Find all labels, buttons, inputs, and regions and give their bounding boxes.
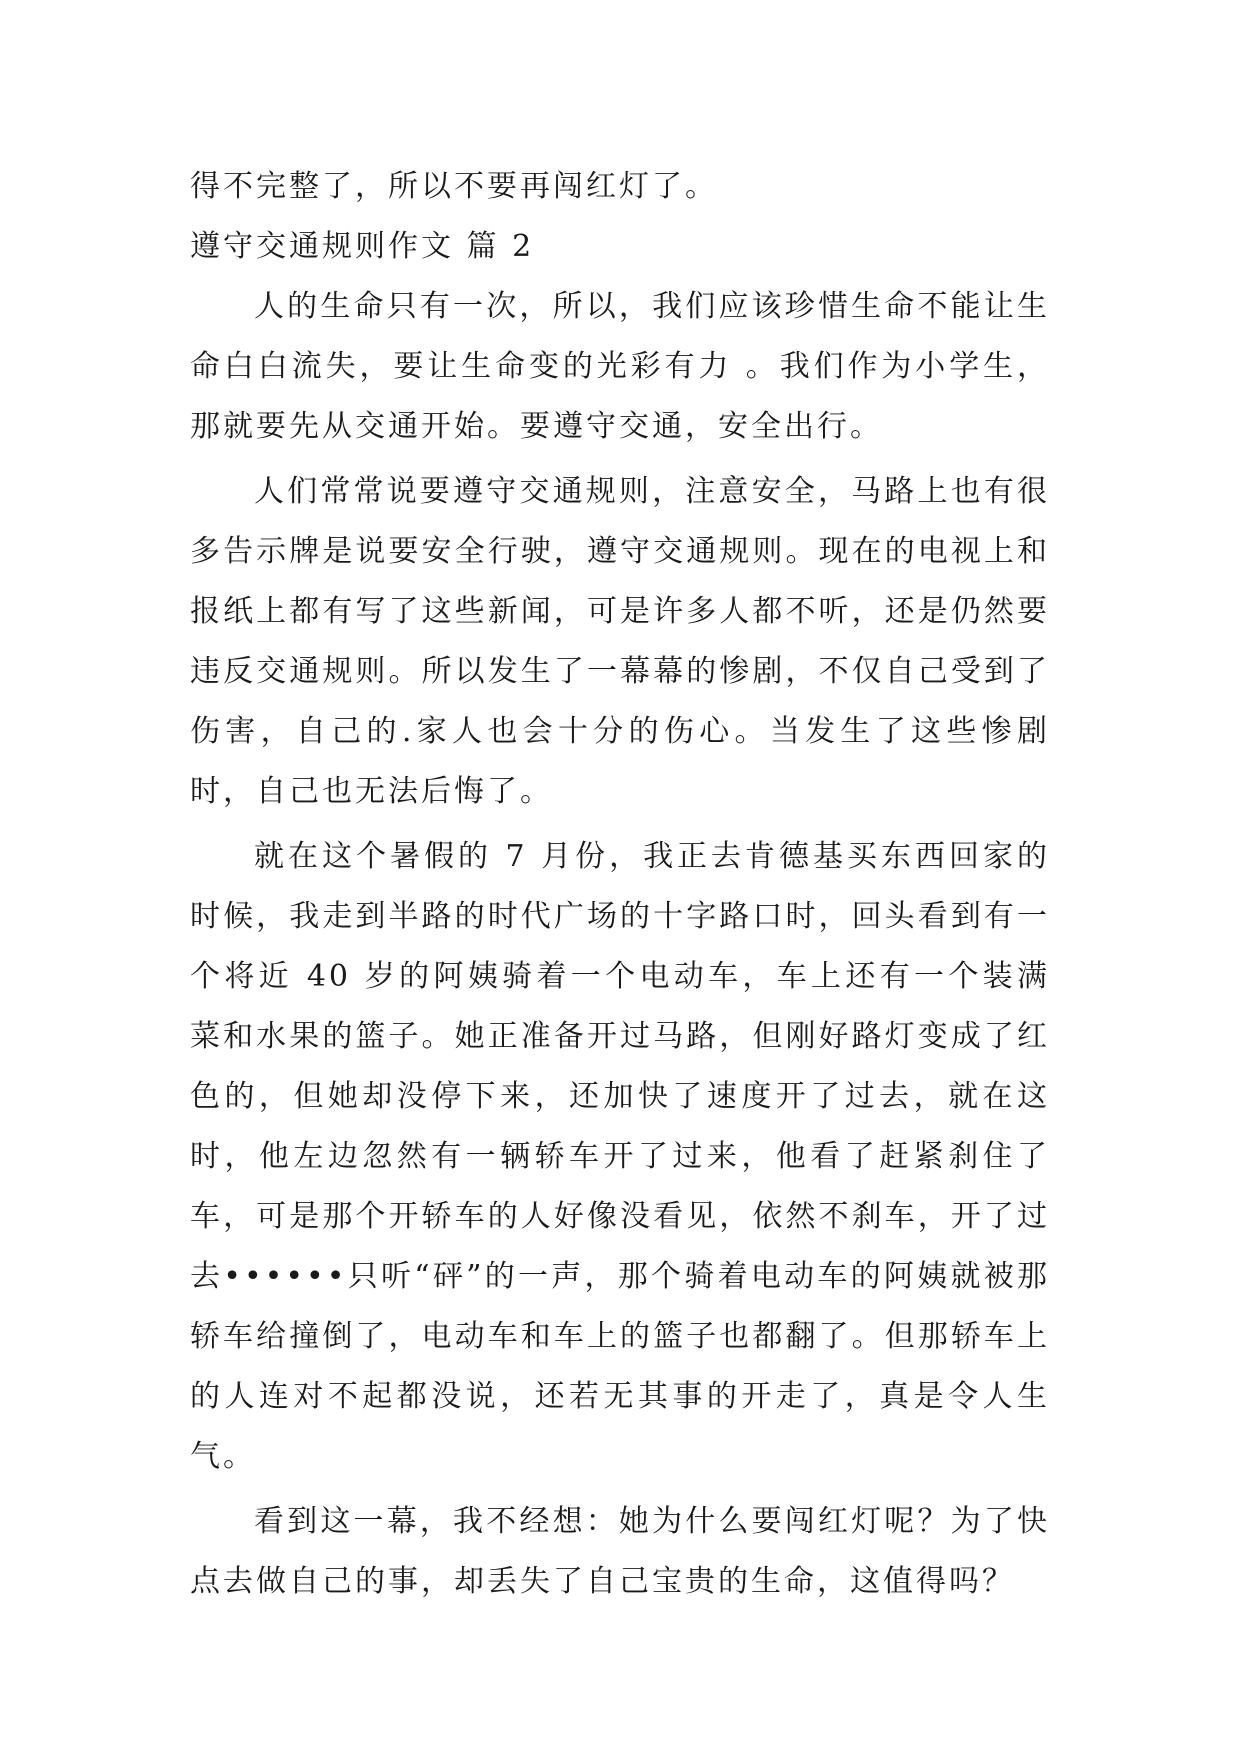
continuation-line: 得不完整了，所以不要再闯红灯了。 bbox=[190, 169, 718, 204]
document-body bbox=[190, 157, 1050, 1612]
section-heading: 遵守交通规则作文 篇 2 bbox=[190, 229, 535, 264]
paragraph: 就在这个暑假的 7 月份，我正去肯德基买东西回家的时候，我走到半路的时代广场的十字路口时，回头看到有一个将近 40 岁的阿姨骑着一个电动车，车上还有一个装满菜和水果的篮子。她正准备开过马路，但刚好路灯变成了红色的，但她却没停下来，还加快了速度开了过去，就在这时，他左边忽然有一辆轿车开了过来，他看了赶紧刹住了车，可是那个开轿车的人好像没看见，依然不刹车，开了过去••••••只听“砰”的一声，那个骑着电动车的阿姨就被那轿车给撞倒了，电动车和车上的篮子也都翻了。但那轿车上的人连对不起都没说，还若无其事的开走了，真是令人生气。 bbox=[190, 839, 1050, 1474]
paragraph: 人们常常说要遵守交通规则，注意安全，马路上也有很多告示牌是说要安全行驶，遵守交通规则。现在的电视上和报纸上都有写了这些新闻，可是许多人都不听，还是仍然要违反交通规则。所以发生了一幕幕的惨剧，不仅自己受到了伤害，自己的.家人也会十分的伤心。当发生了这些惨剧时，自己也无法后悔了。 bbox=[190, 474, 1050, 809]
paragraph: 人的生命只有一次，所以，我们应该珍惜生命不能让生命白白流失，要让生命变的光彩有力 。我们作为小学生，那就要先从交通开始。要遵守交通，安全出行。 bbox=[190, 289, 1050, 444]
paragraph: 看到这一幕，我不经想：她为什么要闯红灯呢？为了快点去做自己的事，却丢失了自己宝贵的生命，这值得吗？ bbox=[190, 1504, 1050, 1599]
